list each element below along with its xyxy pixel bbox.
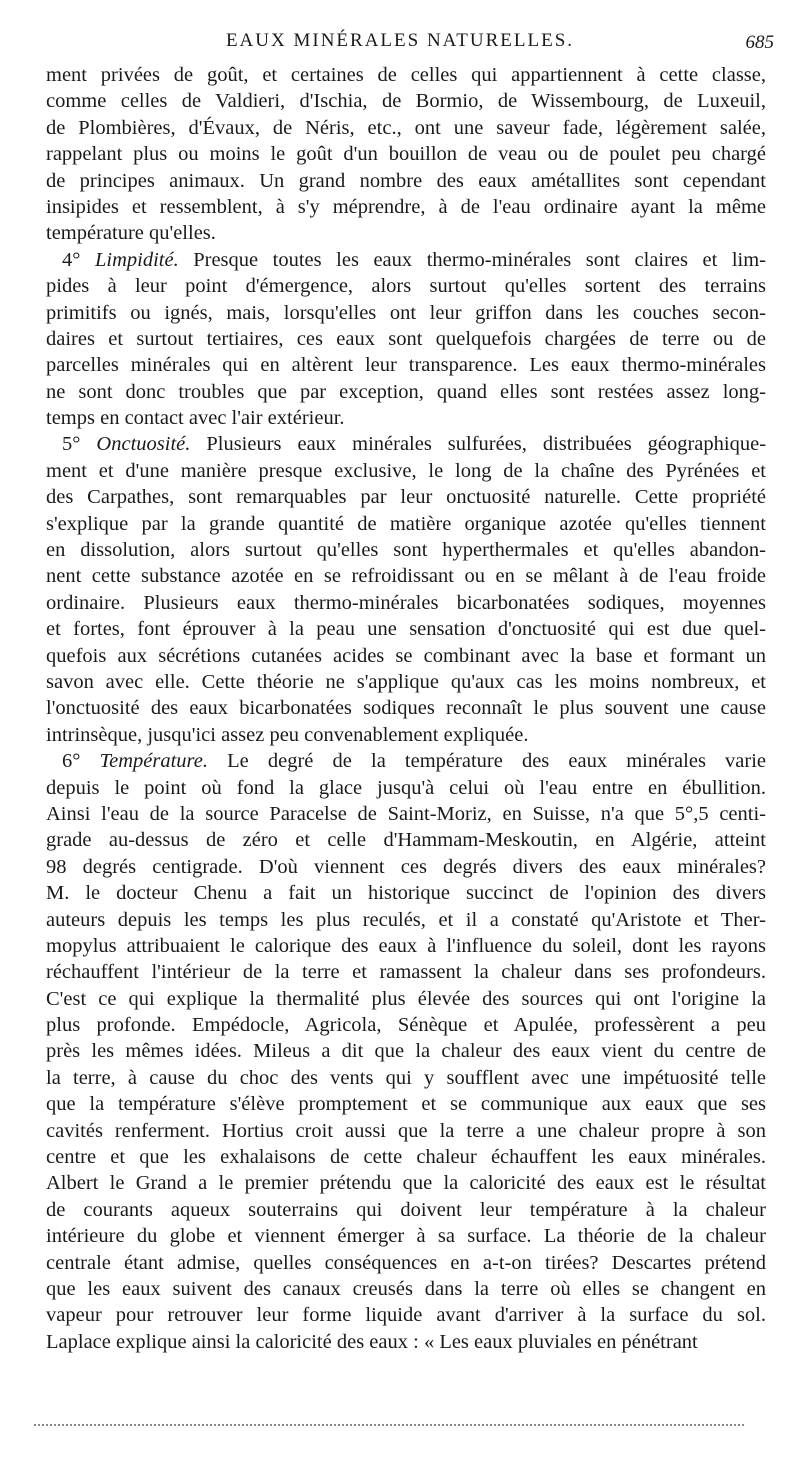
text-line: comme celles de Valdieri, d'Ischia, de Bormio, de Wissembourg, de Luxeuil, (46, 90, 766, 113)
text-line: près les mêmes idées. Mileus a dit que la chaleur des eaux vient du centre de (46, 1040, 766, 1063)
text-line: centre et que les exhalaisons de cette chaleur échauffent les eaux minérales. (46, 1146, 766, 1169)
text-line: la terre, à cause du choc des vents qui y soufflent avec une impétuosité telle (46, 1066, 766, 1089)
section-heading-line-onctuosite (46, 431, 766, 457)
section-heading-line-limpidite (46, 247, 766, 273)
running-title: EAUX MINÉRALES NATURELLES. (225, 30, 575, 51)
text-line: vapeur pour retrouver leur forme liquide avant d'arriver à la surface du sol. (46, 1304, 766, 1327)
section-title-limpidite: Limpidité. (94, 248, 179, 271)
section-title-onctuosite: Onctuosité. (96, 433, 191, 456)
text-line: 98 degrés centigrade. D'où viennent ces degrés divers des eaux minérales? (46, 855, 766, 878)
section-text: Presque toutes les eaux thermo-minérales sont claires et lim- (193, 248, 767, 271)
section-heading-line-temperature (46, 748, 766, 774)
text-line: pides à leur point d'émergence, alors surtout qu'elles sortent des terrains (46, 275, 766, 298)
body-text (46, 62, 766, 1355)
text-line: cavités renferment. Hortius croit aussi que la terre a une chaleur propre à son (46, 1119, 766, 1142)
text-line: ment privées de goût, et certaines de celles qui appartiennent à cette classe, (46, 64, 766, 86)
text-line: des Carpathes, sont remarquables par leur onctuosité naturelle. Cette propriété (46, 486, 766, 509)
text-line: intérieure du globe et viennent émerger à sa surface. La théorie de la chaleur (46, 1225, 766, 1248)
text-line: de Plombières, d'Évaux, de Néris, etc., ont une saveur fade, légèrement salée, (46, 116, 766, 139)
text-line: M. le docteur Chenu a fait un historique succinct de l'opinion des divers (46, 882, 766, 905)
text-line: savon avec elle. Cette théorie ne s'applique qu'aux cas les moins nombreux, et (46, 670, 766, 693)
text-line: grade au-dessus de zéro et celle d'Hammam-Meskoutin, en Algérie, atteint (46, 829, 766, 852)
text-line: réchauffent l'intérieur de la terre et ramassent la chaleur dans ses profondeurs. (46, 961, 766, 984)
text-line: temps en contact avec l'air extérieur. (46, 407, 345, 430)
text-line: de courants aqueux souterrains qui doivent leur température à la chaleur (46, 1198, 766, 1221)
text-line: nent cette substance azotée en se refroidissant ou en se mêlant à de l'eau froide (46, 565, 766, 588)
text-line: mopylus attribuaient le calorique des eaux à l'influence du soleil, dont les rayons (46, 934, 766, 957)
text-line: Ainsi l'eau de la source Paracelse de Saint-Moriz, en Suisse, n'a que 5°,5 centi- (46, 802, 766, 825)
text-line: ment et d'une manière presque exclusive, le long de la chaîne des Pyrénées et (46, 459, 766, 482)
section-number: 5° (62, 433, 81, 456)
text-line: intrinsèque, jusqu'ici assez peu convenablement expliquée. (46, 723, 529, 746)
text-line: parcelles minérales qui en altèrent leur transparence. Les eaux thermo-minérales (46, 354, 766, 377)
text-line: insipides et ressemblent, à s'y méprendre, à de l'eau ordinaire ayant la même (46, 195, 766, 218)
section-title-temperature: Température. (99, 750, 208, 773)
text-line: rappelant plus ou moins le goût d'un bouillon de veau ou de poulet peu chargé (46, 143, 766, 166)
text-line: C'est ce qui explique la thermalité plus élevée des sources qui ont l'origine la (46, 987, 766, 1010)
running-head (0, 30, 800, 58)
text-line: primitifs ou ignés, mais, lorsqu'elles ont leur griffon dans les couches secon- (46, 301, 766, 324)
section-text: Plusieurs eaux minérales sulfurées, distribuées géographique- (206, 433, 767, 456)
text-line: Laplace explique ainsi la caloricité des eaux : « Les eaux pluviales en pénétrant (46, 1330, 698, 1353)
text-line: plus profonde. Empédocle, Agricola, Sénèque et Apulée, professèrent a peu (46, 1014, 766, 1037)
page-number: 685 (745, 32, 774, 53)
text-line: ne sont donc troubles que par exception, quand elles sont restées assez long- (46, 380, 766, 403)
section-text: Le degré de la température des eaux minérales varie (227, 750, 767, 773)
text-line: que les eaux suivent des canaux creusés dans la terre où elles se changent en (46, 1277, 766, 1300)
text-line: s'explique par la grande quantité de matière organique azotée qu'elles tiennent (46, 512, 766, 535)
text-line: centrale étant admise, quelles conséquences en a-t-on tirées? Descartes prétend (46, 1251, 766, 1274)
text-line: Albert le Grand a le premier prétendu que la caloricité des eaux est le résultat (46, 1172, 766, 1195)
text-line: quefois aux sécrétions cutanées acides se combinant avec la base et formant un (46, 644, 766, 667)
section-number: 6° (62, 750, 81, 773)
text-line: depuis le point où fond la glace jusqu'à celui où l'eau entre en ébullition. (46, 776, 766, 799)
text-line: auteurs depuis les temps les plus reculés, et il a constaté qu'Aristote et Ther- (46, 908, 766, 931)
text-line: et fortes, font éprouver à la peau une sensation d'onctuosité qui est due quel- (46, 618, 766, 641)
footer-divider (34, 1424, 744, 1426)
text-line: daires et surtout tertiaires, ces eaux sont quelquefois chargées de terre ou de (46, 327, 766, 350)
text-line: que la température s'élève promptement et se communique aux eaux que ses (46, 1093, 766, 1116)
text-line: de principes animaux. Un grand nombre des eaux amétallites sont cependant (46, 169, 766, 192)
text-line: l'onctuosité des eaux bicarbonatées sodiques reconnaît le plus souvent une cause (46, 697, 766, 720)
text-line: en dissolution, alors surtout qu'elles sont hyperthermales et qu'elles abandon- (46, 539, 766, 562)
section-number: 4° (62, 248, 81, 271)
text-line: ordinaire. Plusieurs eaux thermo-minérales bicarbonatées sodiques, moyennes (46, 591, 766, 614)
text-line: température qu'elles. (46, 222, 216, 245)
